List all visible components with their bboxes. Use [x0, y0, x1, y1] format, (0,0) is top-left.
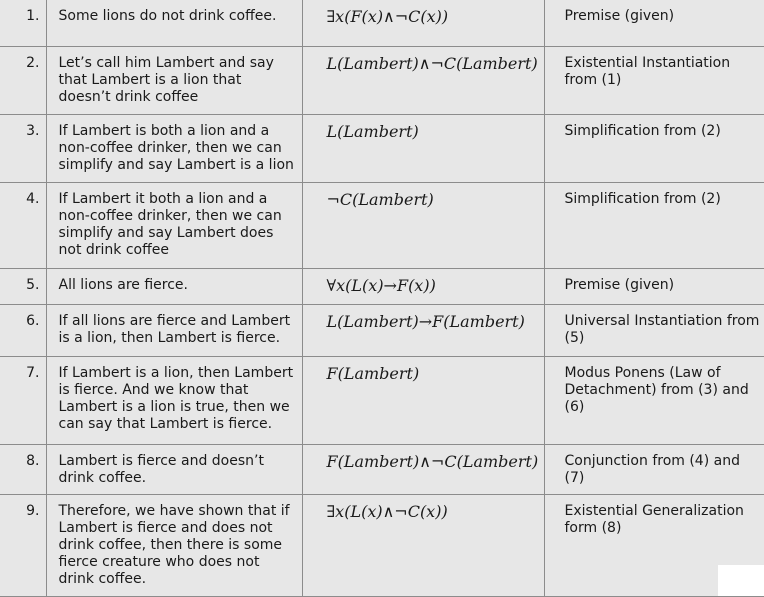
step-expression: F(Lambert)∧¬C(Lambert): [302, 444, 544, 494]
proof-row: [0, 46, 764, 114]
step-justification: Existential Instantiation from (1): [544, 46, 764, 114]
proof-row: [0, 114, 764, 182]
step-statement: Lambert is fierce and doesn’t drink coffee.: [46, 444, 302, 494]
step-justification: Modus Ponens (Law of Detachment) from (3) and (6): [544, 356, 764, 444]
step-justification: Simplification from (2): [544, 182, 764, 268]
step-expression: L(Lambert)∧¬C(Lambert): [302, 46, 544, 114]
proof-row: [0, 494, 764, 596]
proof-row: [0, 0, 764, 46]
step-justification: Simplification from (2): [544, 114, 764, 182]
step-statement: Let’s call him Lambert and say that Lambert is a lion that doesn’t drink coffee: [46, 46, 302, 114]
step-statement: All lions are fierce.: [46, 268, 302, 304]
step-number: 2.: [0, 46, 46, 114]
proof-row: [0, 182, 764, 268]
step-number: 7.: [0, 356, 46, 444]
step-justification: Premise (given): [544, 268, 764, 304]
step-justification: Existential Generalization form (8): [544, 494, 764, 596]
step-statement: Some lions do not drink coffee.: [46, 0, 302, 46]
step-expression: ∃x(F(x)∧¬C(x)): [302, 0, 544, 46]
step-expression: L(Lambert)→F(Lambert): [302, 304, 544, 356]
step-statement: If Lambert it both a lion and a non-coffee drinker, then we can simplify and say Lambert does not drink coffee: [46, 182, 302, 268]
step-expression: F(Lambert): [302, 356, 544, 444]
step-justification: Conjunction from (4) and (7): [544, 444, 764, 494]
step-number: 3.: [0, 114, 46, 182]
proof-row: [0, 268, 764, 304]
step-number: 1.: [0, 0, 46, 46]
step-justification: Universal Instantiation from (5): [544, 304, 764, 356]
step-statement: Therefore, we have shown that if Lambert is fierce and does not drink coffee, then there is some fierce creature who does not drink coffee.: [46, 494, 302, 596]
blank-corner-patch: [718, 565, 764, 596]
step-number: 4.: [0, 182, 46, 268]
step-expression: ∃x(L(x)∧¬C(x)): [302, 494, 544, 596]
proof-row: [0, 304, 764, 356]
step-number: 9.: [0, 494, 46, 596]
step-statement: If Lambert is both a lion and a non-coffee drinker, then we can simplify and say Lambert is a lion: [46, 114, 302, 182]
step-expression: ¬C(Lambert): [302, 182, 544, 268]
step-expression: ∀x(L(x)→F(x)): [302, 268, 544, 304]
step-statement: If all lions are fierce and Lambert is a lion, then Lambert is fierce.: [46, 304, 302, 356]
step-number: 8.: [0, 444, 46, 494]
step-justification: Premise (given): [544, 0, 764, 46]
proof-row: [0, 444, 764, 494]
step-number: 5.: [0, 268, 46, 304]
step-expression: L(Lambert): [302, 114, 544, 182]
proof-row: [0, 356, 764, 444]
step-number: 6.: [0, 304, 46, 356]
step-statement: If Lambert is a lion, then Lambert is fierce. And we know that Lambert is a lion is true, then we can say that Lambert is fierce.: [46, 356, 302, 444]
